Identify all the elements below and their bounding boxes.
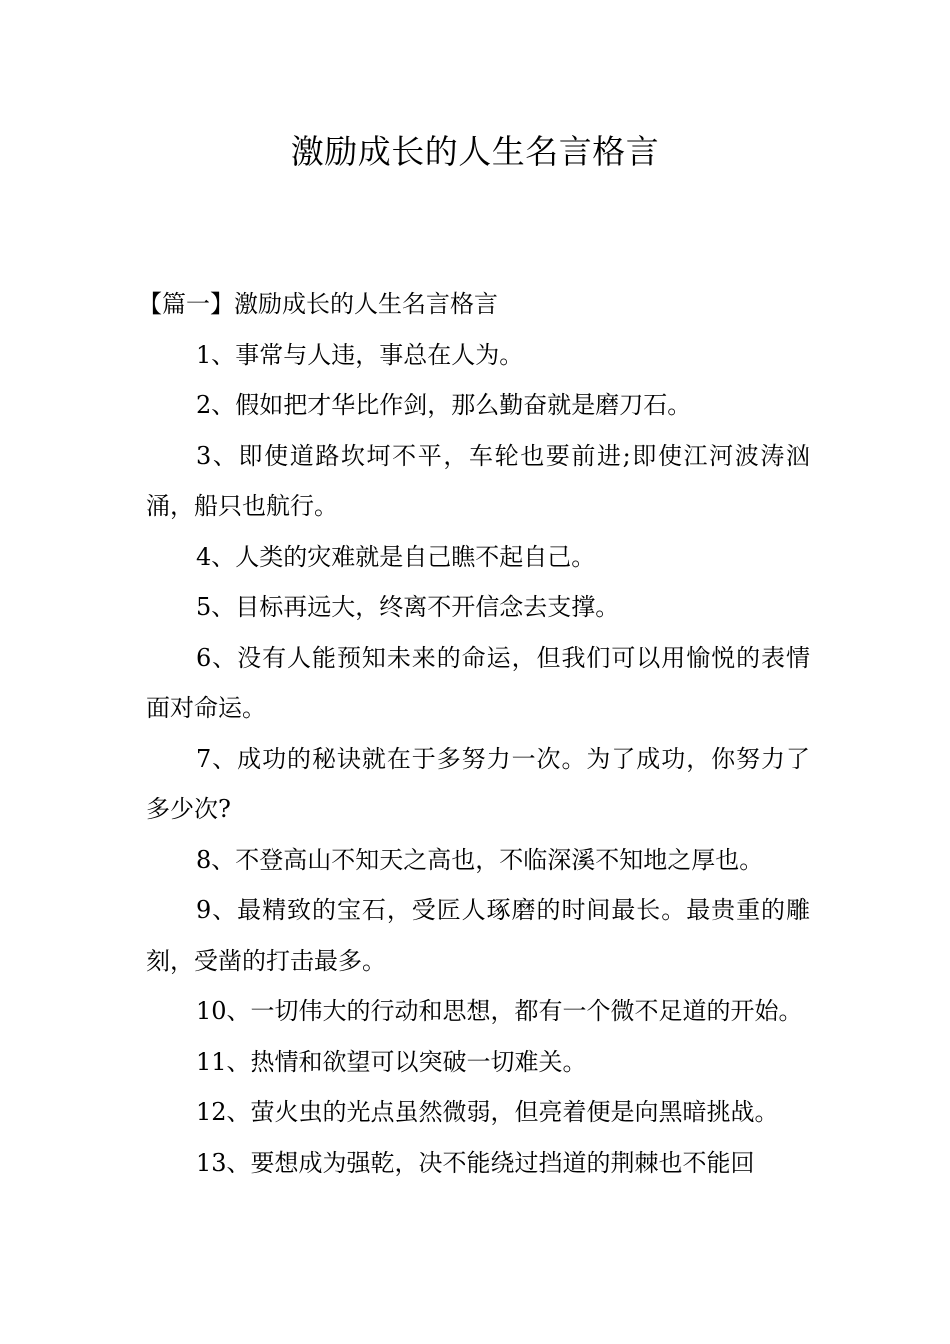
document-title: 激励成长的人生名言格言: [290, 132, 660, 171]
quote-item: 7、成功的秘诀就在于多努力一次。为了成功，你努力了多少次?: [146, 744, 810, 823]
quote-item: 12、萤火虫的光点虽然微弱，但亮着便是向黑暗挑战。: [196, 1098, 779, 1126]
quote-item: 3、即使道路坎坷不平，车轮也要前进;即使江河波涛汹涌，船只也航行。: [146, 441, 810, 520]
quote-item: 11、热情和欲望可以突破一切难关。: [196, 1047, 587, 1076]
quote-item: 6、没有人能预知未来的命运，但我们可以用愉悦的表情面对命运。: [146, 643, 810, 722]
quote-item: 4、人类的灾难就是自己瞧不起自己。: [196, 542, 596, 571]
document-body: [138, 279, 810, 1188]
section-heading: 【篇一】激励成长的人生名言格言: [138, 290, 498, 318]
quote-item: 13、要想成为强乾，决不能绕过挡道的荆棘也不能回: [196, 1148, 755, 1177]
quote-item: 5、目标再远大，终离不开信念去支撑。: [196, 593, 620, 621]
quote-item: 10、一切伟大的行动和思想，都有一个微不足道的开始。: [196, 997, 803, 1025]
quote-item: 2、假如把才华比作剑，那么勤奋就是磨刀石。: [196, 391, 692, 419]
quote-item: 9、最精致的宝石，受匠人琢磨的时间最长。最贵重的雕刻，受凿的打击最多。: [146, 896, 810, 975]
quote-item: 1、事常与人违，事总在人为。: [196, 340, 524, 369]
quote-item: 8、不登高山不知天之高也，不临深溪不知地之厚也。: [196, 845, 764, 874]
